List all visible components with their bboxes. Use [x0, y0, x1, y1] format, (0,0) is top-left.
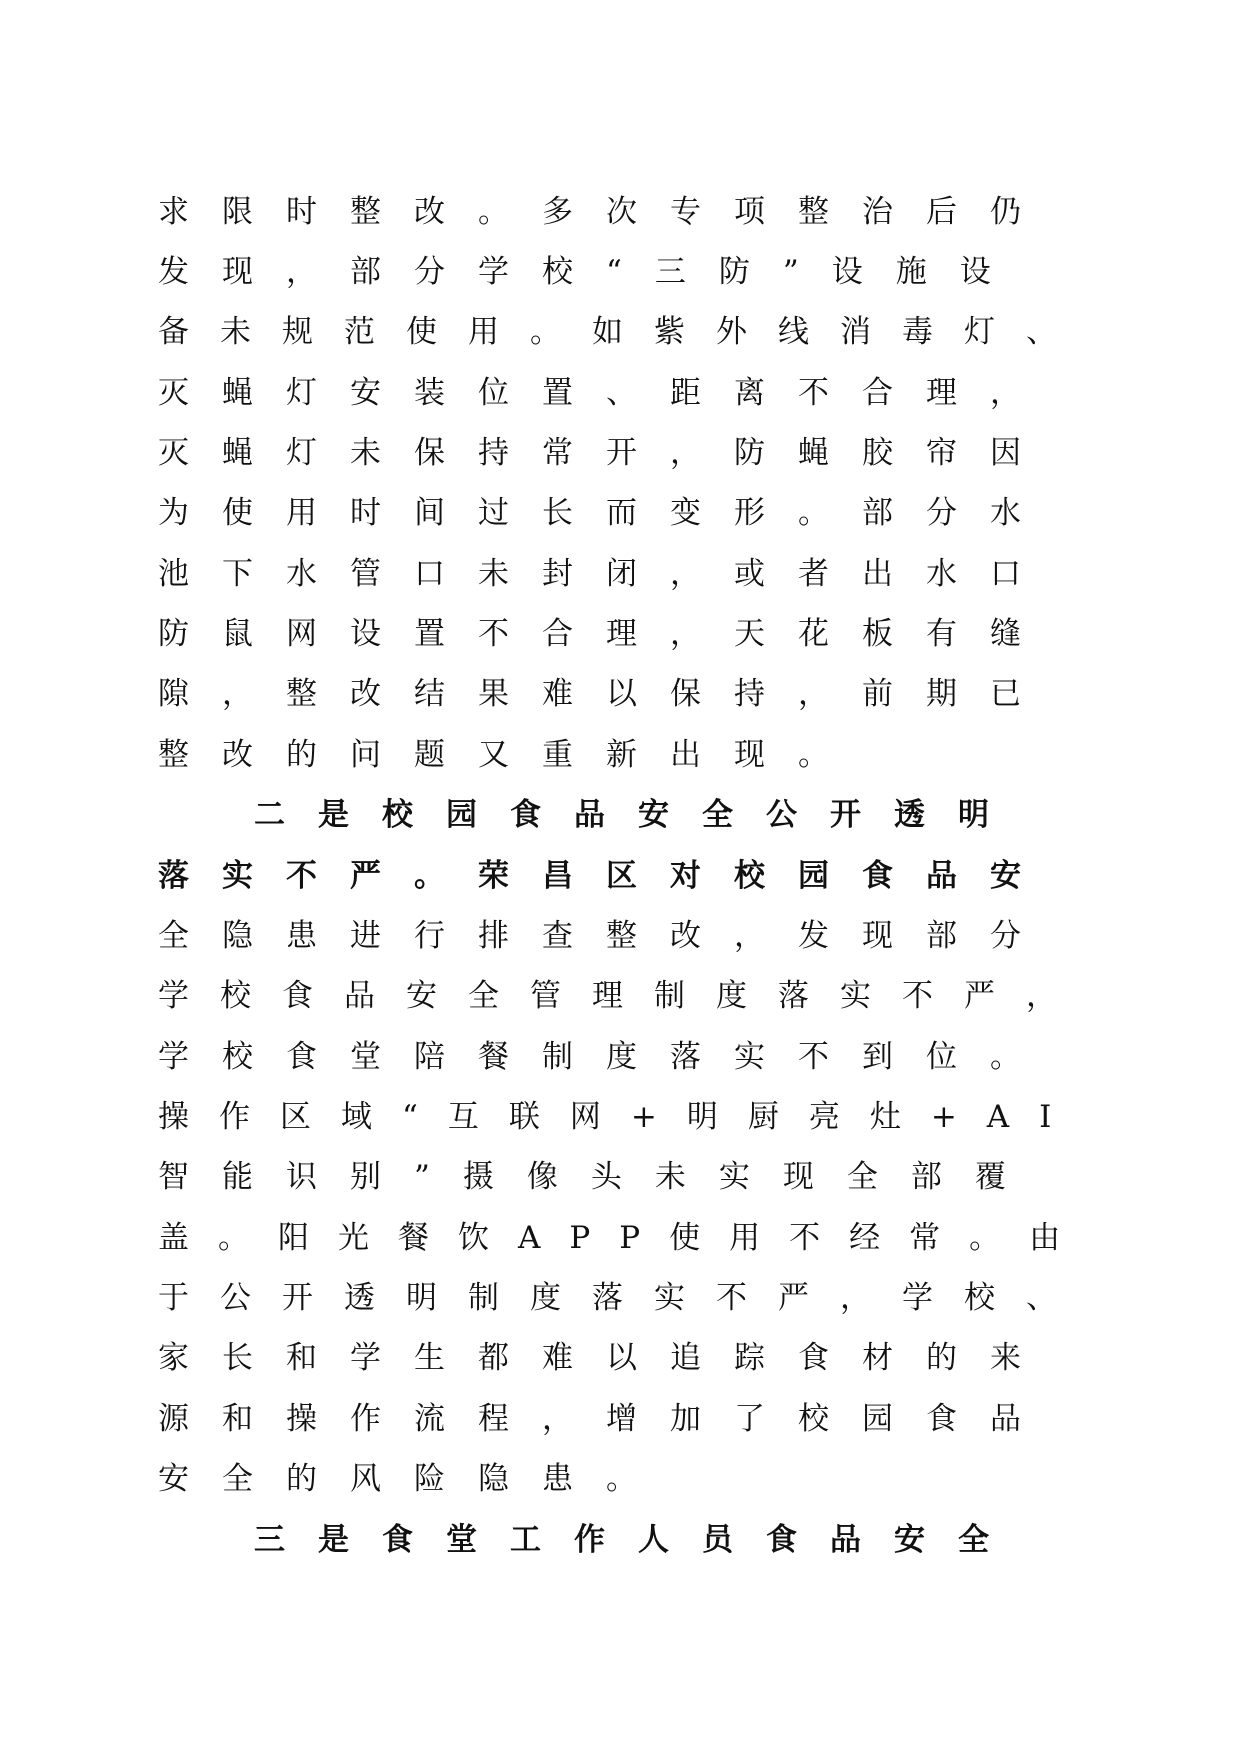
section-heading-line: 二是校园食品安全公开透明	[254, 797, 1022, 833]
paragraph-line: 发现，部分学校“三防”设施设	[158, 254, 1024, 290]
section-heading-line: 落实不严。荣昌区对校园食品安	[158, 858, 1054, 894]
paragraph-line: 隙，整改结果难以保持，前期已	[158, 676, 1054, 712]
paragraph-line: 备未规范使用。如紫外线消毒灯、	[158, 314, 1088, 350]
paragraph-line: 智能识别”摄像头未实现全部覆	[158, 1159, 1039, 1195]
paragraph-line: 学校食堂陪餐制度落实不到位。	[158, 1039, 1054, 1075]
paragraph-line: 求限时整改。多次专项整治后仍	[158, 194, 1054, 230]
paragraph-line: 盖。阳光餐饮APP使用不经常。由	[158, 1220, 1090, 1256]
paragraph-line: 为使用时间过长而变形。部分水	[158, 495, 1054, 531]
paragraph-line: 于公开透明制度落实不严，学校、	[158, 1280, 1088, 1316]
paragraph-line: 灭蝇灯安装位置、距离不合理，	[158, 375, 1054, 411]
paragraph-line: 安全的风险隐患。	[158, 1461, 670, 1497]
paragraph-line: 防鼠网设置不合理，天花板有缝	[158, 616, 1054, 652]
paragraph-line: 源和操作流程，增加了校园食品	[158, 1401, 1054, 1437]
paragraph-line: 操作区域“互联网+明厨亮灶+AI	[158, 1099, 1082, 1135]
paragraph-line: 灭蝇灯未保持常开，防蝇胶帘因	[158, 435, 1054, 471]
section-heading-line: 三是食堂工作人员食品安全	[254, 1522, 1022, 1558]
paragraph-line: 全隐患进行排查整改，发现部分	[158, 918, 1054, 954]
paragraph-line: 整改的问题又重新出现。	[158, 737, 862, 773]
paragraph-line: 池下水管口未封闭，或者出水口	[158, 556, 1054, 592]
paragraph-line: 学校食品安全管理制度落实不严，	[158, 978, 1088, 1014]
paragraph-line: 家长和学生都难以追踪食材的来	[158, 1340, 1054, 1376]
